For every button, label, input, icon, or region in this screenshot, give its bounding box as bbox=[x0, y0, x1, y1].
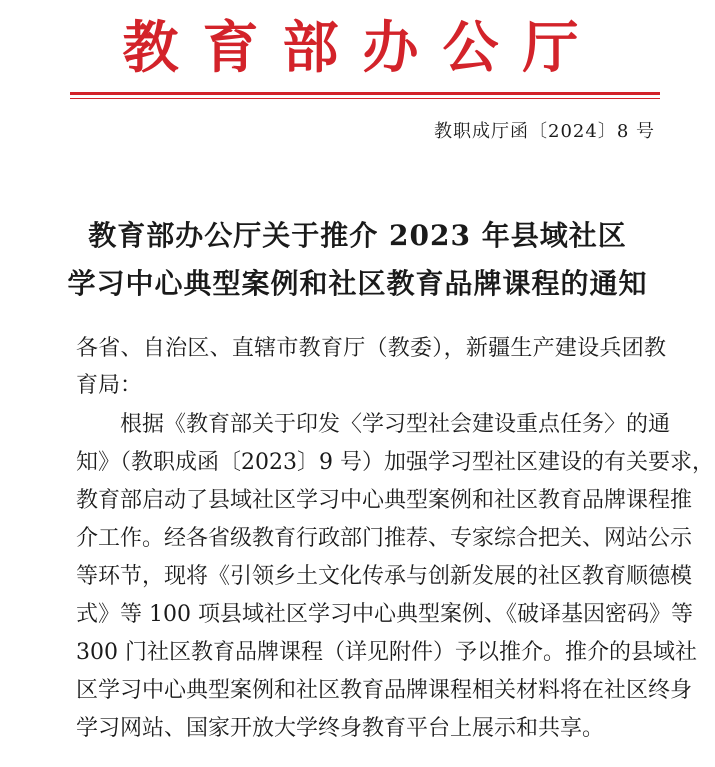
body-line: 学习网站、国家开放大学终身教育平台上展示和共享。 bbox=[76, 716, 605, 741]
document-number: 教职成厅函〔2024〕8 号 bbox=[434, 121, 655, 142]
body-line: 式》等 100 项县域社区学习中心典型案例、《破译基因密码》等 bbox=[76, 602, 693, 627]
letterhead-title: 教育部办公厅 bbox=[122, 15, 603, 81]
letterhead-rule-thin bbox=[70, 98, 660, 99]
body-line: 300 门社区教育品牌课程（详见附件）予以推介。推介的县域社 bbox=[76, 640, 697, 665]
document-title-line-2: 学习中心典型案例和社区教育品牌课程的通知 bbox=[67, 267, 648, 300]
document-title-line-1: 教育部办公厅关于推介 2023 年县域社区 bbox=[88, 219, 627, 252]
body-line: 教育部启动了县域社区学习中心典型案例和社区教育品牌课程推 bbox=[76, 488, 693, 513]
letterhead-rule-thick bbox=[70, 92, 660, 95]
body-line: 等环节，现将《引领乡土文化传承与创新发展的社区教育顺德模 bbox=[76, 564, 693, 589]
body-line: 根据《教育部关于印发〈学习型社会建设重点任务〉的通 bbox=[120, 412, 671, 437]
body-line: 介工作。经各省级教育行政部门推荐、专家综合把关、网站公示 bbox=[76, 526, 693, 551]
body-line: 育局： bbox=[76, 373, 143, 398]
body-line: 区学习中心典型案例和社区教育品牌课程相关材料将在社区终身 bbox=[76, 678, 693, 703]
body-line: 知》（教职成函〔2023〕9 号）加强学习型社区建设的有关要求， bbox=[76, 450, 714, 475]
body-line: 各省、自治区、直辖市教育厅（教委），新疆生产建设兵团教 bbox=[76, 336, 666, 361]
